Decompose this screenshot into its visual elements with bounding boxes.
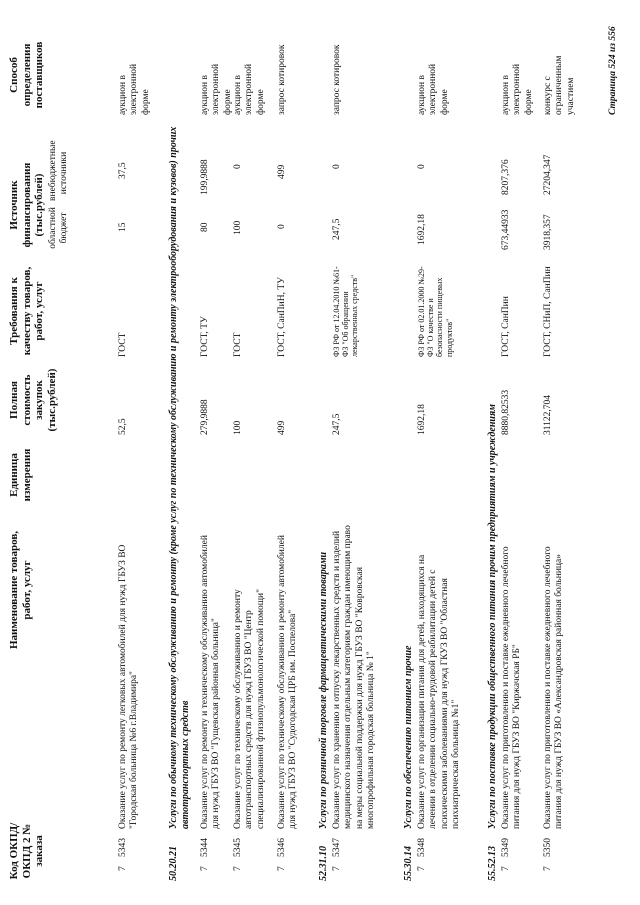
section-code: 55.30.14	[403, 846, 414, 881]
row-name: Оказание услуг по ремонту легковых автомобилей для нужд ГБУЗ ВО "Городская больница №6 г.Владимира"	[118, 544, 140, 829]
row-name: Оказание услуг по хранению и отпуску лекарственных средств и изделий медицинского назначения отдельным категориям граждан имеющим право на меры социальной поддержки для нужд ГБУЗ ВО "Ковровская многопрофильная городская больница № 1"	[332, 525, 377, 829]
header-extra: внебюджетные источники	[48, 140, 69, 201]
header-code: Код ОКПД/ ОКПД 2 № заказа	[8, 822, 46, 880]
header-quality: Требования к качеству товаров, работ, услуг	[8, 266, 46, 356]
row-order: 5348	[417, 838, 427, 857]
row-method: аукцион в электронной форме	[200, 63, 233, 115]
row-num: 7	[543, 866, 553, 871]
row-order: 5345	[233, 838, 243, 857]
row-method: конкурс с ограниченным участием	[543, 55, 576, 115]
row-total: 52,5	[118, 418, 128, 435]
row-extra: 37,5	[118, 162, 128, 179]
row-regional: 0	[277, 224, 287, 229]
section-title: Услуги по обеспечению питанием прочие	[403, 645, 414, 829]
row-order: 5350	[543, 838, 553, 857]
row-extra: 8207,376	[501, 159, 511, 195]
row-quality: ГОСТ	[233, 332, 243, 357]
header-total: Полная стоимость закупок (тыс.рублей)	[8, 368, 58, 432]
row-quality: ГОСТ, ТУ	[200, 316, 210, 357]
header-name: Наименование товаров, работ, услуг	[8, 530, 33, 650]
section-code: 52.31.10	[318, 846, 329, 881]
row-extra: 0	[332, 164, 342, 169]
row-extra: 499	[277, 164, 287, 179]
header-unit: Единица измерения	[8, 448, 33, 502]
row-quality: ГОСТ, СНиП, СанПин	[543, 266, 553, 357]
row-regional: 673,44933	[501, 209, 511, 250]
row-num: 7	[277, 866, 287, 871]
row-regional: 3918,357	[543, 214, 553, 250]
row-quality: ГОСТ, СанПиН, ТУ	[277, 277, 287, 357]
row-regional: 15	[118, 222, 128, 232]
row-total: 279,9888	[200, 399, 210, 435]
row-num: 7	[417, 866, 427, 871]
row-total: 8880,82533	[501, 389, 511, 435]
row-quality: ФЗ РФ от 02.01.2000 №29-ФЗ "О качестве и безопасности пищевых продуктов"	[417, 266, 454, 357]
row-extra: 0	[233, 164, 243, 169]
row-total: 31122,704	[543, 394, 553, 435]
row-order: 5349	[501, 838, 511, 857]
row-regional: 80	[200, 222, 210, 232]
row-order: 5347	[332, 838, 342, 857]
row-name: Оказание услуг по ремонту и техническому обслуживанию автомобилей для нужд ГБУЗ ВО "Гущевская районная больница"	[200, 535, 222, 829]
row-regional: 247,5	[332, 218, 342, 240]
row-total: 499	[277, 420, 287, 435]
row-total: 247,5	[332, 413, 342, 435]
section-title: Услуги по поставке продукции общественного питания прочим предприятиям и учреждениям	[487, 404, 498, 829]
row-name: Оказание услуг по техническому обслуживанию и ремонту автомобилей для нужд ГБУЗ ВО "Судогодская ЦРБ им. Поспелова"	[277, 535, 299, 829]
row-regional: 100	[233, 220, 243, 235]
header-method: Способ определения поставщиков	[8, 41, 46, 109]
header-regional: областной бюджет	[48, 207, 69, 249]
row-order: 5343	[118, 838, 128, 857]
section-code: 50.20.21	[168, 846, 179, 881]
row-method: запрос котировок	[332, 44, 342, 115]
row-quality: ГОСТ, СанПин	[501, 296, 511, 357]
row-method: аукцион в электронной форме	[233, 63, 266, 115]
row-name: Оказание услуг по приготовлению и поставке ежедневного лечебного питания для нужд ГБУЗ ВО "Киржачская РБ"	[501, 546, 523, 829]
row-num: 7	[332, 866, 342, 871]
row-method: аукцион в электронной форме	[118, 63, 151, 115]
row-total: 1692,18	[417, 404, 427, 435]
row-num: 7	[233, 866, 243, 871]
row-method: аукцион в электронной форме	[417, 63, 450, 115]
row-num: 7	[118, 866, 128, 871]
page-number: Страница 524 из 556	[608, 26, 618, 115]
section-title: Услуги по обычному техническому обслуживанию и ремонту (кроме услуг по техническому обслуживанию и ремонту электрооборудования и кузовов) прочих автотранспортных средств	[168, 126, 191, 829]
row-num: 7	[501, 866, 511, 871]
header-financing: Источник финансирования (тыс.рублей)	[8, 162, 46, 248]
row-method: аукцион в электронной форме	[501, 63, 534, 115]
section-code: 55.52.13	[487, 846, 498, 881]
row-order: 5346	[277, 838, 287, 857]
row-total: 100	[233, 420, 243, 435]
row-name: Оказание услуг по техническому обслуживанию и ремонту автотранспортных средств для нужд ГБУЗ ВО "Центр специализированной фтизиопульмонологической помощи"	[233, 589, 266, 829]
row-quality: ГОСТ	[118, 332, 128, 357]
row-extra: 199,9888	[200, 159, 210, 195]
section-title: Услуги по розничной торговле фармацевтическими товарами	[318, 551, 329, 829]
row-num: 7	[200, 866, 210, 871]
row-extra: 27204,347	[543, 154, 553, 195]
row-quality: ФЗ РФ от 12.04.2010 №61-ФЗ "Об обращении лекарственных средств"	[332, 266, 360, 357]
row-name: Оказание услуг по приготовлению и поставке ежедневного лечебного питания для нужд ГБУЗ ВО «Александровская районная больница»	[543, 546, 565, 829]
row-order: 5344	[200, 838, 210, 857]
row-method: запрос котировок	[277, 44, 287, 115]
row-extra: 0	[417, 164, 427, 169]
row-regional: 1692,18	[417, 214, 427, 245]
row-name: Оказание услуг по организации питания для детей, находящихся на лечении в отделении социально-трудовой реабилитации детей с психическими заболеваниями для нужд ГКУЗ ВО "Областная психиатрическая больница №1"	[417, 554, 462, 829]
